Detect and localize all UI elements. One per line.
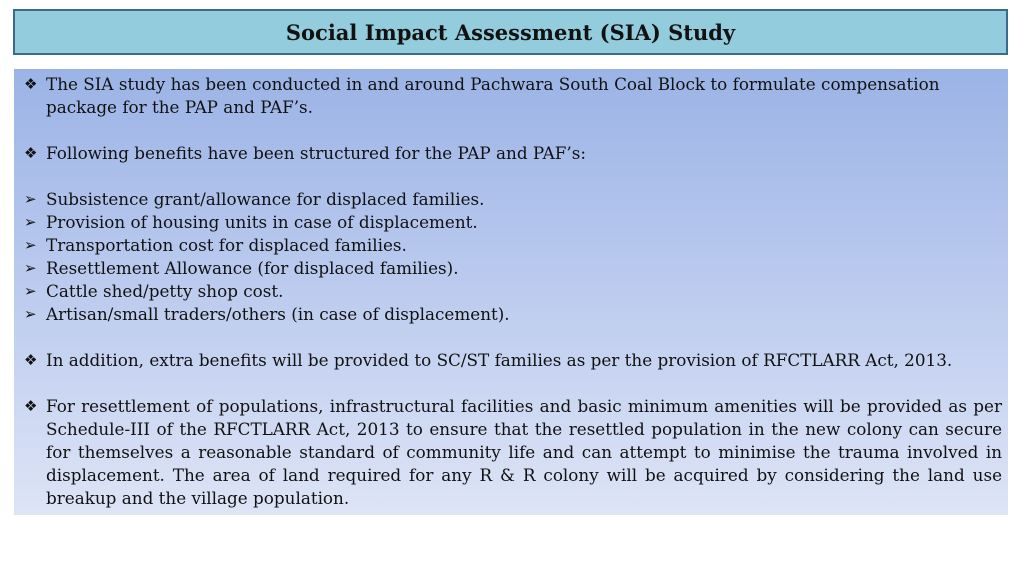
bullet-item-benefits-heading (24, 142, 1002, 165)
benefit-item (24, 303, 1002, 326)
bullet-item-resettlement (24, 395, 1002, 510)
title-bar (13, 9, 1008, 55)
slide-title: Social Impact Assessment (SIA) Study (285, 19, 736, 45)
diamond-bullet-icon: ❖ (24, 397, 38, 415)
benefit-item (24, 257, 1002, 280)
arrow-bullet-icon: ➢ (24, 236, 37, 254)
benefit-text: Transportation cost for displaced families. (46, 235, 407, 255)
content-panel (14, 69, 1008, 515)
arrow-bullet-icon: ➢ (24, 190, 37, 208)
arrow-bullet-icon: ➢ (24, 282, 37, 300)
benefit-item (24, 280, 1002, 303)
resettlement-text: For resettlement of populations, infrastructural facilities and basic minimum amenities will be provided as per Schedule-III of the RFCTLARR Act, 2013 to ensure that the resettled population in the new colony can secure for themselves a reasonable standard of community life and can attempt to minimise the trauma involved in displacement. The area of land required for any R & R colony will be acquired by considering the land use breakup and the village population. (46, 396, 1002, 508)
benefit-item (24, 188, 1002, 211)
arrow-bullet-icon: ➢ (24, 213, 37, 231)
diamond-bullet-icon: ❖ (24, 351, 38, 369)
bullet-item-extra-benefits (24, 349, 1002, 372)
benefit-item (24, 234, 1002, 257)
benefit-text: Subsistence grant/allowance for displaced families. (46, 189, 485, 209)
diamond-bullet-icon: ❖ (24, 75, 38, 93)
benefit-text: Provision of housing units in case of displacement. (46, 212, 478, 232)
benefit-text: Cattle shed/petty shop cost. (46, 281, 284, 301)
bullet-item-intro (24, 73, 1002, 119)
benefit-text: Resettlement Allowance (for displaced families). (46, 258, 459, 278)
diamond-bullet-icon: ❖ (24, 144, 38, 162)
intro-text: The SIA study has been conducted in and around Pachwara South Coal Block to formulate compensation package for the PAP and PAF’s. (46, 74, 940, 117)
arrow-bullet-icon: ➢ (24, 259, 37, 277)
extra-benefits-text: In addition, extra benefits will be provided to SC/ST families as per the provision of RFCTLARR Act, 2013. (46, 350, 953, 370)
benefit-text: Artisan/small traders/others (in case of displacement). (46, 304, 510, 324)
benefits-heading: Following benefits have been structured for the PAP and PAF’s: (46, 143, 587, 163)
arrow-bullet-icon: ➢ (24, 305, 37, 323)
benefit-item (24, 211, 1002, 234)
